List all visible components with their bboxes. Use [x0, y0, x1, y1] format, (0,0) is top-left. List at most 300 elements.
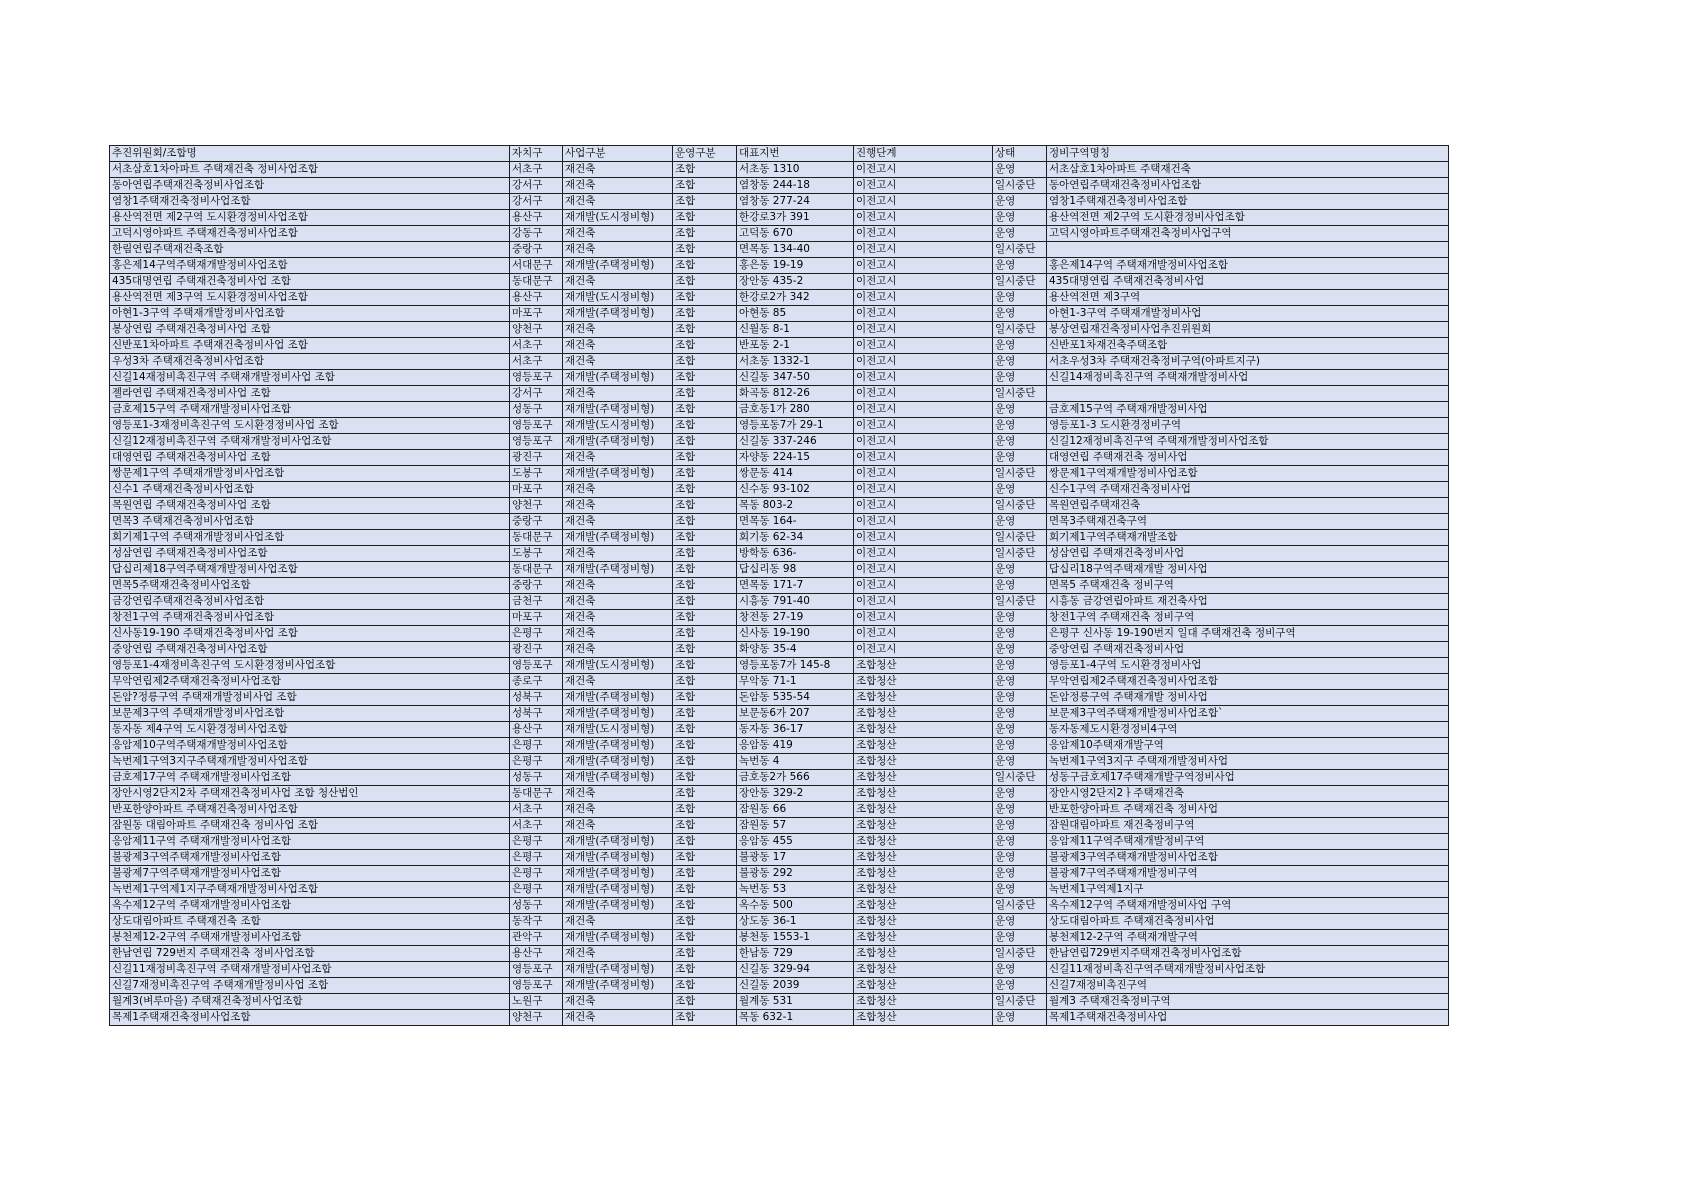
cell-name[interactable]: 면목5주택재건축정비사업조합	[110, 578, 510, 594]
cell-district[interactable]: 영등포구	[510, 658, 563, 674]
cell-lot-address[interactable]: 회기동 62-34	[737, 530, 854, 546]
cell-lot-address[interactable]: 화곡동 812-26	[737, 386, 854, 402]
cell-operation-type[interactable]: 조합	[673, 978, 737, 994]
cell-lot-address[interactable]: 면목동 171-7	[737, 578, 854, 594]
cell-zone-name[interactable]: 상도대림아파트 주택재건축정비사업	[1047, 914, 1449, 930]
cell-stage[interactable]: 조합청산	[854, 946, 993, 962]
cell-project-type[interactable]: 재개발(주택정비형)	[563, 402, 673, 418]
cell-name[interactable]: 잠원동 대림아파트 주택재건축 정비사업 조합	[110, 818, 510, 834]
cell-stage[interactable]: 이전고시	[854, 338, 993, 354]
cell-stage[interactable]: 이전고시	[854, 322, 993, 338]
cell-zone-name[interactable]: 성동구금호제17주택재개발구역정비사업	[1047, 770, 1449, 786]
cell-status[interactable]: 운영	[993, 258, 1047, 274]
cell-name[interactable]: 봉천제12-2구역 주택재개발정비사업조합	[110, 930, 510, 946]
cell-name[interactable]: 대영연립 주택재건축정비사업 조합	[110, 450, 510, 466]
cell-operation-type[interactable]: 조합	[673, 434, 737, 450]
cell-stage[interactable]: 이전고시	[854, 354, 993, 370]
cell-project-type[interactable]: 재건축	[563, 386, 673, 402]
cell-zone-name[interactable]: 신수1구역 주택재건축정비사업	[1047, 482, 1449, 498]
cell-zone-name[interactable]: 동자동제도시환경정비4구역	[1047, 722, 1449, 738]
cell-district[interactable]: 성동구	[510, 770, 563, 786]
header-cell-operation-type[interactable]: 운영구분	[673, 146, 737, 162]
cell-project-type[interactable]: 재건축	[563, 946, 673, 962]
cell-project-type[interactable]: 재건축	[563, 354, 673, 370]
cell-name[interactable]: 신수1 주택재건축정비사업조합	[110, 482, 510, 498]
cell-project-type[interactable]: 재건축	[563, 514, 673, 530]
cell-name[interactable]: 창전1구역 주택재건축정비사업조합	[110, 610, 510, 626]
cell-operation-type[interactable]: 조합	[673, 338, 737, 354]
cell-name[interactable]: 반포한양아파트 주택재건축정비사업조합	[110, 802, 510, 818]
cell-lot-address[interactable]: 신사동 19-190	[737, 626, 854, 642]
cell-operation-type[interactable]: 조합	[673, 754, 737, 770]
cell-project-type[interactable]: 재개발(도시정비형)	[563, 658, 673, 674]
cell-stage[interactable]: 이전고시	[854, 274, 993, 290]
cell-operation-type[interactable]: 조합	[673, 770, 737, 786]
cell-operation-type[interactable]: 조합	[673, 498, 737, 514]
cell-name[interactable]: 염창1주택재건축정비사업조합	[110, 194, 510, 210]
cell-project-type[interactable]: 재개발(주택정비형)	[563, 530, 673, 546]
cell-project-type[interactable]: 재개발(주택정비형)	[563, 738, 673, 754]
cell-zone-name[interactable]: 영등포1-3 도시환경정비구역	[1047, 418, 1449, 434]
cell-lot-address[interactable]: 잠원동 66	[737, 802, 854, 818]
cell-stage[interactable]: 이전고시	[854, 226, 993, 242]
cell-name[interactable]: 영등포1-4재정비촉진구역 도시환경정비사업조합	[110, 658, 510, 674]
cell-name[interactable]: 옥수제12구역 주택재개발정비사업조합	[110, 898, 510, 914]
cell-lot-address[interactable]: 고덕동 670	[737, 226, 854, 242]
cell-lot-address[interactable]: 영등포동7가 29-1	[737, 418, 854, 434]
cell-status[interactable]: 운영	[993, 962, 1047, 978]
cell-operation-type[interactable]: 조합	[673, 658, 737, 674]
cell-operation-type[interactable]: 조합	[673, 834, 737, 850]
cell-operation-type[interactable]: 조합	[673, 194, 737, 210]
cell-district[interactable]: 강서구	[510, 194, 563, 210]
cell-zone-name[interactable]: 신반포1차재건축주택조합	[1047, 338, 1449, 354]
cell-operation-type[interactable]: 조합	[673, 786, 737, 802]
cell-operation-type[interactable]: 조합	[673, 386, 737, 402]
cell-zone-name[interactable]: 신길7재정비촉진구역	[1047, 978, 1449, 994]
cell-stage[interactable]: 이전고시	[854, 210, 993, 226]
cell-status[interactable]: 운영	[993, 418, 1047, 434]
cell-status[interactable]: 운영	[993, 354, 1047, 370]
cell-name[interactable]: 아현1-3구역 주택재개발정비사업조합	[110, 306, 510, 322]
cell-status[interactable]: 일시중단	[993, 946, 1047, 962]
cell-lot-address[interactable]: 염창동 244-18	[737, 178, 854, 194]
cell-operation-type[interactable]: 조합	[673, 642, 737, 658]
cell-operation-type[interactable]: 조합	[673, 162, 737, 178]
cell-district[interactable]: 마포구	[510, 306, 563, 322]
cell-operation-type[interactable]: 조합	[673, 546, 737, 562]
cell-zone-name[interactable]: 잠원대림아파트 재건축정비구역	[1047, 818, 1449, 834]
cell-district[interactable]: 동대문구	[510, 562, 563, 578]
cell-operation-type[interactable]: 조합	[673, 242, 737, 258]
cell-name[interactable]: 영등포1-3재정비촉진구역 도시환경정비사업 조합	[110, 418, 510, 434]
cell-zone-name[interactable]: 신길12재정비촉진구역 주택재개발정비사업조합	[1047, 434, 1449, 450]
cell-status[interactable]: 운영	[993, 482, 1047, 498]
cell-operation-type[interactable]: 조합	[673, 802, 737, 818]
cell-stage[interactable]: 이전고시	[854, 562, 993, 578]
cell-name[interactable]: 회기제1구역 주택재개발정비사업조합	[110, 530, 510, 546]
cell-operation-type[interactable]: 조합	[673, 1010, 737, 1026]
cell-zone-name[interactable]: 서초우성3차 주택재건축정비구역(아파트지구)	[1047, 354, 1449, 370]
cell-district[interactable]: 양천구	[510, 498, 563, 514]
cell-lot-address[interactable]: 목동 803-2	[737, 498, 854, 514]
cell-district[interactable]: 종로구	[510, 674, 563, 690]
cell-status[interactable]: 운영	[993, 978, 1047, 994]
cell-project-type[interactable]: 재건축	[563, 914, 673, 930]
cell-lot-address[interactable]: 반포동 2-1	[737, 338, 854, 354]
cell-district[interactable]: 은평구	[510, 626, 563, 642]
cell-zone-name[interactable]: 시흥동 금강연립아파트 재건축사업	[1047, 594, 1449, 610]
cell-lot-address[interactable]: 응암동 419	[737, 738, 854, 754]
cell-zone-name[interactable]: 대영연립 주택재건축 정비사업	[1047, 450, 1449, 466]
cell-lot-address[interactable]: 답십리동 98	[737, 562, 854, 578]
cell-operation-type[interactable]: 조합	[673, 466, 737, 482]
cell-stage[interactable]: 이전고시	[854, 450, 993, 466]
cell-status[interactable]: 운영	[993, 914, 1047, 930]
cell-zone-name[interactable]: 신길14재정비촉진구역 주택재개발정비사업	[1047, 370, 1449, 386]
cell-project-type[interactable]: 재건축	[563, 802, 673, 818]
cell-operation-type[interactable]: 조합	[673, 818, 737, 834]
cell-status[interactable]: 운영	[993, 722, 1047, 738]
cell-lot-address[interactable]: 돈암동 535-54	[737, 690, 854, 706]
cell-status[interactable]: 일시중단	[993, 322, 1047, 338]
cell-project-type[interactable]: 재건축	[563, 194, 673, 210]
header-cell-project-type[interactable]: 사업구분	[563, 146, 673, 162]
cell-project-type[interactable]: 재개발(주택정비형)	[563, 962, 673, 978]
cell-status[interactable]: 운영	[993, 290, 1047, 306]
cell-stage[interactable]: 조합청산	[854, 786, 993, 802]
cell-operation-type[interactable]: 조합	[673, 562, 737, 578]
cell-district[interactable]: 광진구	[510, 450, 563, 466]
cell-stage[interactable]: 이전고시	[854, 546, 993, 562]
cell-stage[interactable]: 조합청산	[854, 802, 993, 818]
cell-zone-name[interactable]: 돈암정릉구역 주택재개발 정비사업	[1047, 690, 1449, 706]
cell-project-type[interactable]: 재건축	[563, 818, 673, 834]
cell-lot-address[interactable]: 금호동1가 280	[737, 402, 854, 418]
cell-project-type[interactable]: 재개발(주택정비형)	[563, 770, 673, 786]
cell-name[interactable]: 신길11재정비촉진구역 주택재개발정비사업조합	[110, 962, 510, 978]
cell-stage[interactable]: 조합청산	[854, 770, 993, 786]
cell-project-type[interactable]: 재개발(주택정비형)	[563, 370, 673, 386]
cell-lot-address[interactable]: 잠원동 57	[737, 818, 854, 834]
cell-lot-address[interactable]: 봉천동 1553-1	[737, 930, 854, 946]
cell-lot-address[interactable]: 무악동 71-1	[737, 674, 854, 690]
cell-operation-type[interactable]: 조합	[673, 706, 737, 722]
cell-district[interactable]: 관악구	[510, 930, 563, 946]
cell-name[interactable]: 금호제15구역 주택재개발정비사업조합	[110, 402, 510, 418]
cell-zone-name[interactable]: 녹번제1구역제1지구	[1047, 882, 1449, 898]
cell-name[interactable]: 장안시영2단지2차 주택재건축정비사업 조합 청산법인	[110, 786, 510, 802]
cell-district[interactable]: 은평구	[510, 754, 563, 770]
cell-district[interactable]: 양천구	[510, 322, 563, 338]
cell-name[interactable]: 목원연립 주택재건축정비사업 조합	[110, 498, 510, 514]
cell-operation-type[interactable]: 조합	[673, 610, 737, 626]
cell-zone-name[interactable]: 창전1구역 주택재건축 정비구역	[1047, 610, 1449, 626]
cell-project-type[interactable]: 재건축	[563, 594, 673, 610]
cell-district[interactable]: 서초구	[510, 818, 563, 834]
cell-stage[interactable]: 조합청산	[854, 882, 993, 898]
cell-district[interactable]: 용산구	[510, 210, 563, 226]
cell-operation-type[interactable]: 조합	[673, 962, 737, 978]
cell-project-type[interactable]: 재건축	[563, 578, 673, 594]
cell-district[interactable]: 마포구	[510, 610, 563, 626]
cell-project-type[interactable]: 재건축	[563, 482, 673, 498]
cell-name[interactable]: 성삼연립 주택재건축정비사업조합	[110, 546, 510, 562]
cell-lot-address[interactable]: 창전동 27-19	[737, 610, 854, 626]
cell-name[interactable]: 한림연립주택재건축조합	[110, 242, 510, 258]
cell-operation-type[interactable]: 조합	[673, 450, 737, 466]
cell-lot-address[interactable]: 시흥동 791-40	[737, 594, 854, 610]
cell-project-type[interactable]: 재개발(주택정비형)	[563, 466, 673, 482]
cell-name[interactable]: 젤라연립 주택재건축정비사업 조합	[110, 386, 510, 402]
cell-operation-type[interactable]: 조합	[673, 322, 737, 338]
cell-name[interactable]: 한남연립 729번지 주택재건축 정비사업조합	[110, 946, 510, 962]
cell-operation-type[interactable]: 조합	[673, 738, 737, 754]
cell-lot-address[interactable]: 화양동 35-4	[737, 642, 854, 658]
cell-zone-name[interactable]: 보문제3구역주택재개발정비사업조합`	[1047, 706, 1449, 722]
cell-district[interactable]: 용산구	[510, 290, 563, 306]
cell-zone-name[interactable]: 동아연립주택재건축정비사업조합	[1047, 178, 1449, 194]
cell-stage[interactable]: 이전고시	[854, 626, 993, 642]
cell-name[interactable]: 서초삼호1차아파트 주택재건축 정비사업조합	[110, 162, 510, 178]
cell-name[interactable]: 우성3차 주택재건축정비사업조합	[110, 354, 510, 370]
cell-district[interactable]: 동작구	[510, 914, 563, 930]
cell-district[interactable]: 동대문구	[510, 786, 563, 802]
cell-project-type[interactable]: 재개발(주택정비형)	[563, 866, 673, 882]
cell-district[interactable]: 은평구	[510, 882, 563, 898]
cell-status[interactable]: 운영	[993, 738, 1047, 754]
cell-operation-type[interactable]: 조합	[673, 354, 737, 370]
cell-project-type[interactable]: 재건축	[563, 994, 673, 1010]
cell-stage[interactable]: 이전고시	[854, 386, 993, 402]
cell-zone-name[interactable]: 녹번제1구역3지구 주택재개발정비사업	[1047, 754, 1449, 770]
cell-status[interactable]: 일시중단	[993, 386, 1047, 402]
cell-stage[interactable]: 이전고시	[854, 498, 993, 514]
cell-project-type[interactable]: 재건축	[563, 546, 673, 562]
cell-stage[interactable]: 이전고시	[854, 578, 993, 594]
cell-status[interactable]: 운영	[993, 786, 1047, 802]
cell-status[interactable]: 일시중단	[993, 242, 1047, 258]
cell-project-type[interactable]: 재건축	[563, 786, 673, 802]
cell-status[interactable]: 운영	[993, 1010, 1047, 1026]
cell-stage[interactable]: 이전고시	[854, 434, 993, 450]
cell-operation-type[interactable]: 조합	[673, 258, 737, 274]
cell-lot-address[interactable]: 방학동 636-	[737, 546, 854, 562]
cell-district[interactable]: 서초구	[510, 338, 563, 354]
cell-zone-name[interactable]: 면목5 주택재건축 정비구역	[1047, 578, 1449, 594]
header-cell-status[interactable]: 상태	[993, 146, 1047, 162]
cell-stage[interactable]: 조합청산	[854, 834, 993, 850]
cell-district[interactable]: 강서구	[510, 178, 563, 194]
cell-project-type[interactable]: 재건축	[563, 338, 673, 354]
cell-status[interactable]: 운영	[993, 882, 1047, 898]
cell-stage[interactable]: 이전고시	[854, 402, 993, 418]
cell-lot-address[interactable]: 서초동 1310	[737, 162, 854, 178]
cell-zone-name[interactable]: 금호제15구역 주택재개발정비사업	[1047, 402, 1449, 418]
cell-zone-name[interactable]: 옥수제12구역 주택재개발정비사업 구역	[1047, 898, 1449, 914]
cell-operation-type[interactable]: 조합	[673, 690, 737, 706]
header-cell-name[interactable]: 추진위원회/조합명	[110, 146, 510, 162]
cell-lot-address[interactable]: 자양동 224-15	[737, 450, 854, 466]
cell-zone-name[interactable]: 답십리18구역주택재개발 정비사업	[1047, 562, 1449, 578]
cell-name[interactable]: 동아연립주택재건축정비사업조합	[110, 178, 510, 194]
cell-name[interactable]: 신길12재정비촉진구역 주택재개발정비사업조합	[110, 434, 510, 450]
cell-stage[interactable]: 조합청산	[854, 898, 993, 914]
cell-lot-address[interactable]: 신월동 8-1	[737, 322, 854, 338]
cell-name[interactable]: 홍은제14구역주택재개발정비사업조합	[110, 258, 510, 274]
cell-lot-address[interactable]: 불광동 17	[737, 850, 854, 866]
cell-project-type[interactable]: 재개발(주택정비형)	[563, 434, 673, 450]
cell-operation-type[interactable]: 조합	[673, 210, 737, 226]
cell-project-type[interactable]: 재건축	[563, 322, 673, 338]
cell-district[interactable]: 금천구	[510, 594, 563, 610]
cell-stage[interactable]: 이전고시	[854, 306, 993, 322]
cell-lot-address[interactable]: 녹번동 53	[737, 882, 854, 898]
cell-project-type[interactable]: 재개발(도시정비형)	[563, 210, 673, 226]
cell-stage[interactable]: 이전고시	[854, 290, 993, 306]
cell-stage[interactable]: 이전고시	[854, 370, 993, 386]
cell-district[interactable]: 서초구	[510, 162, 563, 178]
cell-stage[interactable]: 이전고시	[854, 514, 993, 530]
cell-operation-type[interactable]: 조합	[673, 994, 737, 1010]
cell-operation-type[interactable]: 조합	[673, 626, 737, 642]
cell-stage[interactable]: 이전고시	[854, 194, 993, 210]
cell-stage[interactable]: 조합청산	[854, 754, 993, 770]
cell-lot-address[interactable]: 응암동 455	[737, 834, 854, 850]
header-cell-lot-address[interactable]: 대표지번	[737, 146, 854, 162]
cell-zone-name[interactable]: 응암제11구역주택재개발정비구역	[1047, 834, 1449, 850]
cell-lot-address[interactable]: 금호동2가 566	[737, 770, 854, 786]
cell-name[interactable]: 보문제3구역 주택재개발정비사업조합	[110, 706, 510, 722]
cell-district[interactable]: 양천구	[510, 1010, 563, 1026]
cell-status[interactable]: 운영	[993, 162, 1047, 178]
cell-status[interactable]: 일시중단	[993, 466, 1047, 482]
cell-stage[interactable]: 조합청산	[854, 658, 993, 674]
cell-district[interactable]: 강서구	[510, 386, 563, 402]
cell-status[interactable]: 일시중단	[993, 178, 1047, 194]
cell-zone-name[interactable]: 봉천제12-2구역 주택재개발구역	[1047, 930, 1449, 946]
cell-zone-name[interactable]: 용산역전면 제2구역 도시환경정비사업조합	[1047, 210, 1449, 226]
cell-name[interactable]: 녹번제1구역제1지구주택재개발정비사업조합	[110, 882, 510, 898]
cell-lot-address[interactable]: 장안동 329-2	[737, 786, 854, 802]
cell-zone-name[interactable]: 홍은제14구역 주택재개발정비사업조합	[1047, 258, 1449, 274]
cell-project-type[interactable]: 재개발(주택정비형)	[563, 850, 673, 866]
cell-project-type[interactable]: 재개발(주택정비형)	[563, 882, 673, 898]
cell-project-type[interactable]: 재개발(도시정비형)	[563, 290, 673, 306]
cell-project-type[interactable]: 재개발(주택정비형)	[563, 306, 673, 322]
cell-status[interactable]: 운영	[993, 306, 1047, 322]
cell-project-type[interactable]: 재개발(주택정비형)	[563, 754, 673, 770]
cell-status[interactable]: 운영	[993, 514, 1047, 530]
cell-stage[interactable]: 조합청산	[854, 722, 993, 738]
cell-name[interactable]: 녹번제1구역3지구주택재개발정비사업조합	[110, 754, 510, 770]
cell-stage[interactable]: 이전고시	[854, 482, 993, 498]
cell-operation-type[interactable]: 조합	[673, 850, 737, 866]
cell-operation-type[interactable]: 조합	[673, 914, 737, 930]
cell-stage[interactable]: 조합청산	[854, 706, 993, 722]
cell-zone-name[interactable]	[1047, 386, 1449, 402]
cell-name[interactable]: 응암제10구역주택재개발정비사업조합	[110, 738, 510, 754]
cell-status[interactable]: 운영	[993, 690, 1047, 706]
cell-status[interactable]: 일시중단	[993, 770, 1047, 786]
cell-name[interactable]: 답십리제18구역주택재개발정비사업조합	[110, 562, 510, 578]
cell-status[interactable]: 운영	[993, 930, 1047, 946]
cell-status[interactable]: 일시중단	[993, 530, 1047, 546]
cell-lot-address[interactable]: 한강로3가 391	[737, 210, 854, 226]
cell-zone-name[interactable]: 신길11재정비촉진구역주택재개발정비사업조합	[1047, 962, 1449, 978]
cell-project-type[interactable]: 재건축	[563, 242, 673, 258]
cell-zone-name[interactable]: 서초삼호1차아파트 주택재건축	[1047, 162, 1449, 178]
cell-operation-type[interactable]: 조합	[673, 930, 737, 946]
cell-stage[interactable]: 조합청산	[854, 866, 993, 882]
cell-status[interactable]: 운영	[993, 674, 1047, 690]
cell-district[interactable]: 영등포구	[510, 370, 563, 386]
cell-status[interactable]: 운영	[993, 706, 1047, 722]
cell-lot-address[interactable]: 염창동 277-24	[737, 194, 854, 210]
cell-zone-name[interactable]: 은평구 신사동 19-190번지 일대 주택재건축 정비구역	[1047, 626, 1449, 642]
cell-operation-type[interactable]: 조합	[673, 882, 737, 898]
cell-name[interactable]: 신길14재정비촉진구역 주택재개발정비사업 조합	[110, 370, 510, 386]
cell-name[interactable]: 동자동 제4구역 도시환경정비사업조합	[110, 722, 510, 738]
cell-district[interactable]: 용산구	[510, 722, 563, 738]
cell-zone-name[interactable]: 무악연립제2주택재건축정비사업조합	[1047, 674, 1449, 690]
cell-stage[interactable]: 이전고시	[854, 530, 993, 546]
cell-project-type[interactable]: 재건축	[563, 178, 673, 194]
cell-zone-name[interactable]: 쌍문제1구역재개발정비사업조합	[1047, 466, 1449, 482]
cell-name[interactable]: 용산역전면 제3구역 도시환경정비사업조합	[110, 290, 510, 306]
cell-district[interactable]: 은평구	[510, 866, 563, 882]
cell-status[interactable]: 운영	[993, 658, 1047, 674]
cell-operation-type[interactable]: 조합	[673, 226, 737, 242]
cell-project-type[interactable]: 재개발(주택정비형)	[563, 978, 673, 994]
cell-zone-name[interactable]: 장안시영2단지2ㅏ주택재건축	[1047, 786, 1449, 802]
cell-status[interactable]: 운영	[993, 610, 1047, 626]
cell-district[interactable]: 서대문구	[510, 258, 563, 274]
cell-stage[interactable]: 조합청산	[854, 1010, 993, 1026]
cell-operation-type[interactable]: 조합	[673, 418, 737, 434]
cell-district[interactable]: 중랑구	[510, 242, 563, 258]
cell-district[interactable]: 영등포구	[510, 418, 563, 434]
cell-status[interactable]: 일시중단	[993, 546, 1047, 562]
cell-project-type[interactable]: 재개발(주택정비형)	[563, 930, 673, 946]
cell-zone-name[interactable]: 월계3 주택재건축정비구역	[1047, 994, 1449, 1010]
cell-name[interactable]: 금호제17구역 주택재개발정비사업조합	[110, 770, 510, 786]
cell-district[interactable]: 서초구	[510, 354, 563, 370]
cell-district[interactable]: 은평구	[510, 738, 563, 754]
cell-operation-type[interactable]: 조합	[673, 514, 737, 530]
cell-lot-address[interactable]: 신길동 329-94	[737, 962, 854, 978]
cell-status[interactable]: 운영	[993, 434, 1047, 450]
cell-district[interactable]: 동대문구	[510, 274, 563, 290]
cell-operation-type[interactable]: 조합	[673, 866, 737, 882]
cell-operation-type[interactable]: 조합	[673, 274, 737, 290]
cell-zone-name[interactable]: 435대명연립 주택재건축정비사업	[1047, 274, 1449, 290]
cell-status[interactable]: 운영	[993, 866, 1047, 882]
cell-district[interactable]: 성북구	[510, 706, 563, 722]
cell-district[interactable]: 서초구	[510, 802, 563, 818]
cell-lot-address[interactable]: 동자동 36-17	[737, 722, 854, 738]
cell-operation-type[interactable]: 조합	[673, 370, 737, 386]
cell-name[interactable]: 불광제3구역주택재개발정비사업조합	[110, 850, 510, 866]
cell-lot-address[interactable]: 신길동 347-50	[737, 370, 854, 386]
cell-district[interactable]: 마포구	[510, 482, 563, 498]
cell-lot-address[interactable]: 한강로2가 342	[737, 290, 854, 306]
cell-name[interactable]: 돈암?정릉구역 주택재개발정비사업 조합	[110, 690, 510, 706]
cell-lot-address[interactable]: 면목동 164-	[737, 514, 854, 530]
cell-lot-address[interactable]: 쌍문동 414	[737, 466, 854, 482]
cell-stage[interactable]: 조합청산	[854, 850, 993, 866]
cell-project-type[interactable]: 재건축	[563, 162, 673, 178]
